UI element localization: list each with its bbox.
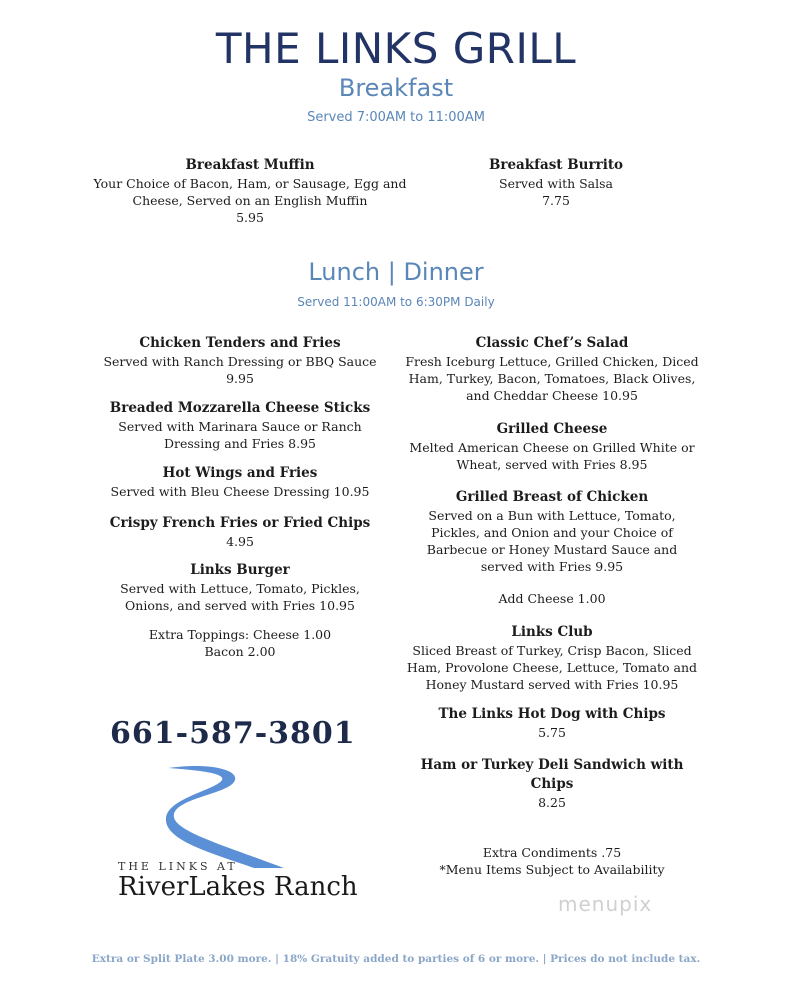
- item-price: 9.95: [226, 371, 254, 386]
- menu-item-deli-sandwich: [402, 756, 702, 811]
- item-price: 7.75: [542, 193, 570, 208]
- item-desc: Honey Mustard served with Fries 10.95: [425, 677, 679, 692]
- breakfast-heading: Breakfast: [338, 74, 454, 102]
- item-desc: Sliced Breast of Turkey, Crisp Bacon, Sliced: [412, 643, 692, 658]
- menu-item-breakfast-muffin: [90, 156, 410, 226]
- item-name: Links Burger: [190, 562, 290, 578]
- item-desc: Pickles, and Onion and your Choice of: [431, 525, 673, 540]
- logo-subtitle: THE LINKS AT: [118, 860, 238, 873]
- item-desc: Fresh Iceburg Lettuce, Grilled Chicken, Diced: [405, 354, 699, 369]
- item-desc: Onions, and served with Fries 10.95: [125, 598, 355, 613]
- item-name: The Links Hot Dog with Chips: [438, 706, 666, 722]
- item-name: Breakfast Muffin: [185, 157, 315, 173]
- note-line: Extra Toppings: Cheese 1.00: [148, 627, 332, 642]
- item-desc: Served with Bleu Cheese Dressing 10.95: [110, 484, 370, 499]
- menu-item-french-fries: [90, 514, 390, 550]
- menu-item-links-burger: [90, 561, 390, 614]
- item-desc: served with Fries 9.95: [480, 559, 624, 574]
- item-name: Breakfast Burrito: [488, 157, 624, 173]
- menu-item-breakfast-burrito: [436, 156, 676, 209]
- logo-name: RiverLakes Ranch: [118, 872, 358, 902]
- menu-item-hot-dog: [402, 705, 702, 741]
- extra-condiments-note: [402, 844, 702, 878]
- item-desc: Served with Lettuce, Tomato, Pickles,: [120, 581, 360, 596]
- phone-number: 661-587-3801: [110, 716, 356, 751]
- item-price: 8.25: [538, 795, 566, 810]
- note-line: Bacon 2.00: [204, 644, 276, 659]
- menu-item-hot-wings: [90, 464, 390, 500]
- item-desc: Served with Marinara Sauce or Ranch: [118, 419, 362, 434]
- item-desc: Your Choice of Bacon, Ham, or Sausage, Egg and: [93, 176, 407, 191]
- page-title: THE LINKS GRILL: [215, 24, 577, 73]
- menu-item-grilled-chicken: [402, 488, 702, 575]
- item-desc: Cheese, Served on an English Muffin: [132, 193, 368, 208]
- menu-item-chefs-salad: [402, 334, 702, 404]
- item-desc: Ham, Provolone Cheese, Lettuce, Tomato and: [406, 660, 698, 675]
- item-desc: Wheat, served with Fries 8.95: [456, 457, 648, 472]
- item-name: Grilled Cheese: [496, 421, 608, 437]
- menu-item-links-club: [402, 623, 702, 693]
- item-name: Ham or Turkey Deli Sandwich with: [420, 757, 684, 773]
- lunch-dinner-hours: Served 11:00AM to 6:30PM Daily: [297, 295, 495, 309]
- item-price: 5.95: [236, 210, 264, 225]
- item-desc: and Cheddar Cheese 10.95: [466, 388, 638, 403]
- item-desc: Dressing and Fries 8.95: [164, 436, 316, 451]
- item-name: Hot Wings and Fries: [162, 465, 318, 481]
- extra-toppings-note: [90, 626, 390, 660]
- item-desc: Served on a Bun with Lettuce, Tomato,: [428, 508, 676, 523]
- item-price: 5.75: [538, 725, 566, 740]
- item-desc: Barbecue or Honey Mustard Sauce and: [426, 542, 678, 557]
- watermark: menupix: [558, 892, 653, 916]
- menu-item-mozzarella-sticks: [90, 399, 390, 452]
- footer-note: Extra or Split Plate 3.00 more. | 18% Gratuity added to parties of 6 or more. | Prices do not include tax.: [91, 953, 701, 965]
- add-cheese-note: Add Cheese 1.00: [498, 591, 606, 606]
- breakfast-hours: Served 7:00AM to 11:00AM: [307, 110, 485, 125]
- note-line: Extra Condiments .75: [482, 845, 622, 860]
- item-name: Crispy French Fries or Fried Chips: [109, 515, 371, 531]
- item-name: Links Club: [511, 624, 593, 640]
- item-price: 4.95: [226, 534, 254, 549]
- item-name: Chips: [530, 776, 574, 792]
- river-logo-icon: [150, 760, 290, 870]
- note-line: *Menu Items Subject to Availability: [439, 862, 665, 877]
- item-desc: Served with Salsa: [499, 176, 613, 191]
- item-name: Grilled Breast of Chicken: [455, 489, 649, 505]
- menu-item-chicken-tenders: [90, 334, 390, 387]
- menu-item-grilled-cheese: [402, 420, 702, 473]
- item-name: Breaded Mozzarella Cheese Sticks: [109, 400, 371, 416]
- item-name: Chicken Tenders and Fries: [139, 335, 341, 351]
- river-shape: [166, 766, 284, 868]
- item-desc: Ham, Turkey, Bacon, Tomatoes, Black Olives,: [408, 371, 696, 386]
- item-desc: Melted American Cheese on Grilled White or: [409, 440, 695, 455]
- lunch-dinner-heading: Lunch | Dinner: [308, 258, 484, 286]
- item-name: Classic Chef’s Salad: [475, 335, 629, 351]
- item-desc: Served with Ranch Dressing or BBQ Sauce: [103, 354, 377, 369]
